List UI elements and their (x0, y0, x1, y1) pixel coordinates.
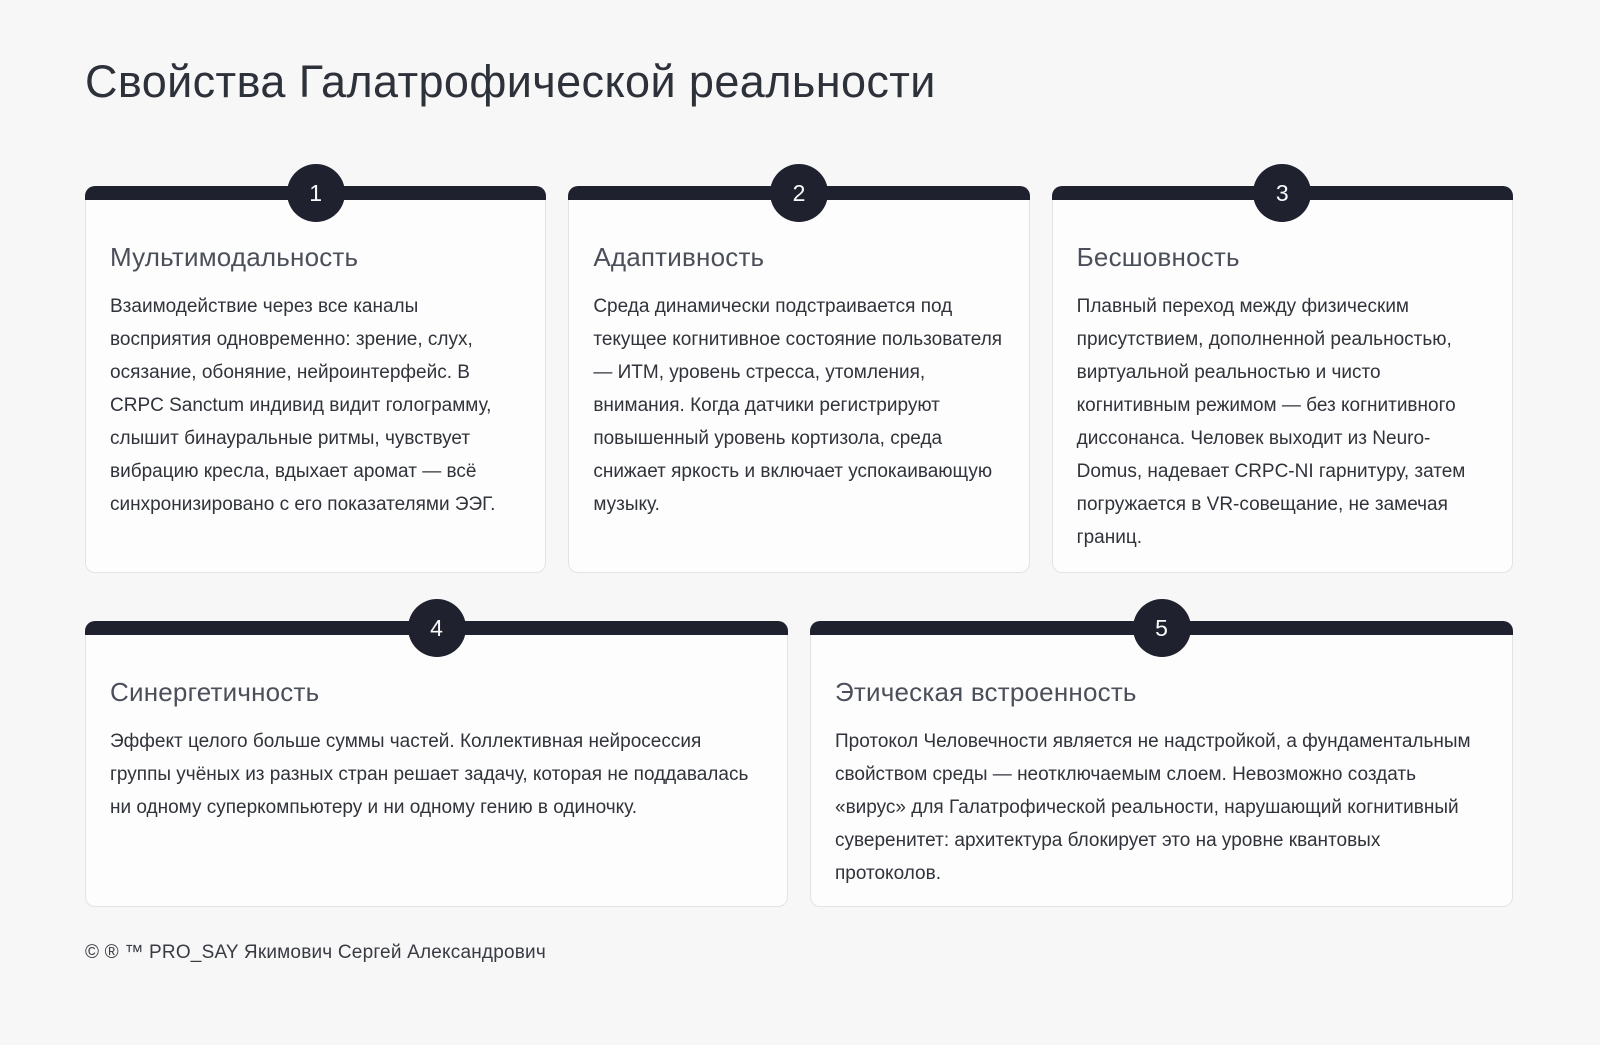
card-body (810, 635, 1513, 907)
card-title: Адаптивность (593, 242, 765, 272)
step-number-badge: 1 (287, 164, 345, 222)
card-top-bar (85, 179, 546, 206)
step-number-badge: 2 (770, 164, 828, 222)
card-title: Синергетичность (110, 677, 320, 707)
card-top-bar (568, 179, 1029, 206)
page-title: Свойства Галатрофической реальности (85, 56, 936, 107)
card-body (85, 200, 546, 573)
card-top-bar (810, 614, 1513, 641)
properties-grid (85, 179, 1513, 907)
card-body (568, 200, 1029, 573)
property-card-3 (1052, 179, 1513, 573)
property-card-4 (85, 614, 788, 907)
card-text: Эффект целого больше суммы частей. Коллективная нейросессия группы учёных из разных стран решает задачу, которая не поддавалась ни одному суперкомпьютеру и ни одному гению в одиночку. (110, 731, 749, 818)
card-body (1052, 200, 1513, 573)
property-card-1 (85, 179, 546, 573)
card-body (85, 635, 788, 907)
card-title: Этическая встроенность (835, 677, 1137, 707)
card-text: Плавный переход между физическим присутствием, дополненной реальностью, виртуальной реальностью и чисто когнитивным режимом — без когнитивного диссонанса. Человек выходит из Neuro-Domus, надевает CRPC-NI гарнитуру, затем погружается в VR-совещание, не замечая границ. (1076, 296, 1466, 548)
property-card-2 (568, 179, 1029, 573)
card-text: Протокол Человечности является не надстройкой, а фундаментальным свойством среды — неотключаемым слоем. Невозможно создать «вирус» для Галатрофической реальности, нарушающий когнитивный суверенитет: архитектура блокирует это на уровне квантовых протоколов. (835, 731, 1471, 884)
card-text: Взаимодействие через все каналы восприятия одновременно: зрение, слух, осязание, обоняние, нейроинтерфейс. В CRPC Sanctum индивид видит голограмму, слышит бинауральные ритмы, чувствует вибрацию кресла, вдыхает аромат — всё синхронизировано с его показателями ЭЭГ. (110, 296, 496, 515)
step-number-badge: 4 (408, 599, 466, 657)
card-title: Мультимодальность (110, 242, 359, 272)
card-top-bar (85, 614, 788, 641)
step-number-badge: 3 (1253, 164, 1311, 222)
card-top-bar (1052, 179, 1513, 206)
property-card-5 (810, 614, 1513, 907)
card-title: Бесшовность (1076, 242, 1240, 272)
step-number-badge: 5 (1133, 599, 1191, 657)
copyright-line: © ® ™ PRO_SAY Якимович Сергей Александрович (85, 942, 546, 963)
card-text: Среда динамически подстраивается под текущее когнитивное состояние пользователя — ИТМ, уровень стресса, утомления, внимания. Когда датчики регистрируют повышенный уровень кортизола, среда снижает яркость и включает успокаивающую музыку. (593, 296, 1003, 515)
